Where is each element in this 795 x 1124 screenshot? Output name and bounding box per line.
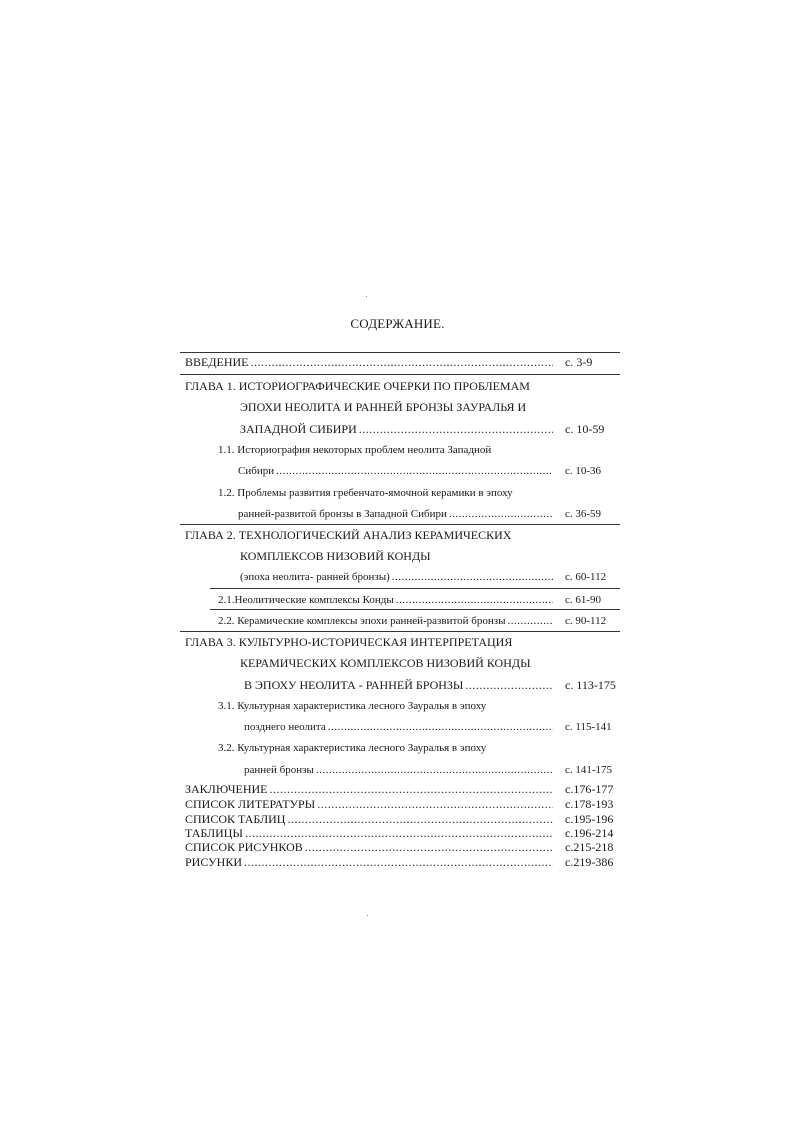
toc-page-number: с.195-196 [565, 812, 614, 826]
toc-section-1-1-line-1: 1.1. Историография некоторых проблем неолита Западной [218, 444, 492, 456]
toc-entry-references [185, 797, 615, 812]
toc-page-number: с. 115-141 [565, 721, 612, 733]
toc-entry-text: ТАБЛИЦЫ [185, 826, 243, 840]
toc-entry-list-of-tables [185, 812, 615, 827]
toc-entry-tables [185, 826, 615, 841]
leader-dots [276, 463, 553, 479]
toc-entry-text: 2.1.Неолитические комплексы Конды [218, 594, 394, 606]
toc-entry-chapter-2 [240, 569, 615, 585]
leader-dots [359, 421, 553, 437]
toc-page-number: с. 3-9 [565, 355, 593, 369]
toc-entry-section-2-2 [218, 613, 615, 629]
toc-page-number: с. 36-59 [565, 508, 602, 520]
leader-dots [305, 840, 553, 855]
leader-dots [245, 826, 553, 841]
leader-dots [251, 354, 553, 370]
toc-entry-text: СПИСОК ЛИТЕРАТУРЫ [185, 797, 316, 811]
toc-entry-section-3-1 [244, 719, 615, 735]
toc-page-number: с.219-386 [565, 855, 614, 869]
leader-dots [287, 812, 553, 827]
leader-dots [316, 762, 553, 778]
leader-dots [508, 613, 554, 629]
toc-entry-text: 2.2. Керамические комплексы эпохи ранней-развитой бронзы [218, 615, 506, 627]
toc-entry-text: РИСУНКИ [185, 855, 243, 869]
toc-page-number: с. 141-175 [565, 764, 613, 776]
toc-entry-section-2-1 [218, 592, 615, 608]
toc-entry-text: В ЭПОХУ НЕОЛИТА - РАННЕЙ БРОНЗЫ [244, 678, 464, 692]
toc-section-3-1-line-1: 3.1. Культурная характеристика лесного Зауралья в эпоху [218, 700, 487, 712]
toc-page-number: с. 61-90 [565, 594, 602, 606]
toc-chapter-3-line-2: КЕРАМИЧЕСКИХ КОМПЛЕКСОВ НИЗОВИЙ КОНДЫ [240, 656, 531, 670]
toc-entry-text: СПИСОК ТАБЛИЦ [185, 812, 286, 826]
toc-entry-text: ранней-развитой бронзы в Западной Сибири [238, 508, 447, 520]
rule-chapter-2 [180, 524, 620, 525]
toc-entry-conclusion [185, 782, 615, 797]
toc-entry-chapter-1 [240, 421, 615, 437]
leader-dots [244, 855, 553, 870]
toc-entry-chapter-3 [244, 677, 615, 693]
toc-page-number: с.215-218 [565, 840, 614, 854]
toc-page-number: с. 60-112 [565, 571, 607, 583]
toc-page-number: с. 10-36 [565, 465, 602, 477]
toc-entry-text: СПИСОК РИСУНКОВ [185, 840, 303, 854]
leader-dots [270, 782, 554, 797]
toc-page-number: с. 113-175 [565, 678, 616, 692]
toc-page-number: с. 10-59 [565, 422, 605, 436]
rule-chapter-1 [180, 374, 620, 375]
leader-dots [317, 797, 553, 812]
toc-page-number: с.176-177 [565, 782, 614, 796]
rule-chapter-3 [180, 631, 620, 632]
scan-speck [366, 296, 367, 297]
rule-introduction [180, 352, 620, 353]
toc-entry-text: (эпоха неолита- ранней бронзы) [240, 571, 390, 583]
toc-entry-text: ЗАКЛЮЧЕНИЕ [185, 782, 268, 796]
toc-entry-list-of-figures [185, 840, 615, 855]
toc-entry-text: Сибири [238, 465, 275, 477]
scan-speck [367, 915, 368, 916]
toc-chapter-3-line-1: ГЛАВА 3. КУЛЬТУРНО-ИСТОРИЧЕСКАЯ ИНТЕРПРЕТАЦИЯ [185, 635, 513, 649]
toc-chapter-2-line-1: ГЛАВА 2. ТЕХНОЛОГИЧЕСКИЙ АНАЛИЗ КЕРАМИЧЕСКИХ [185, 528, 512, 542]
leader-dots [328, 719, 553, 735]
toc-entry-figures [185, 855, 615, 870]
toc-page-number: с.178-193 [565, 797, 614, 811]
toc-chapter-1-line-1: ГЛАВА 1. ИСТОРИОГРАФИЧЕСКИЕ ОЧЕРКИ ПО ПРОБЛЕМАМ [185, 379, 530, 393]
toc-entry-section-1-1 [238, 463, 615, 479]
rule-section-2-1 [210, 588, 620, 589]
toc-title: СОДЕРЖАНИЕ. [350, 316, 445, 331]
rule-section-2-2 [210, 609, 620, 610]
leader-dots [465, 677, 553, 693]
toc-entry-text: ЗАПАДНОЙ СИБИРИ [240, 422, 357, 436]
toc-entry-text: ранней бронзы [244, 764, 314, 776]
toc-entry-section-3-2 [244, 762, 615, 778]
toc-entry-text: позднего неолита [244, 721, 326, 733]
toc-page-number: с.196-214 [565, 826, 614, 840]
leader-dots [396, 592, 553, 608]
toc-section-1-2-line-1: 1.2. Проблемы развития гребенчато-ямочной керамики в эпоху [218, 487, 513, 499]
toc-entry-text: ВВЕДЕНИЕ [185, 355, 249, 369]
toc-chapter-1-line-2: ЭПОХИ НЕОЛИТА И РАННЕЙ БРОНЗЫ ЗАУРАЛЬЯ И [240, 400, 527, 414]
toc-page-number: с. 90-112 [565, 615, 607, 627]
toc-entry-introduction [185, 354, 615, 370]
leader-dots [392, 569, 553, 585]
toc-entry-section-1-2 [238, 506, 615, 522]
toc-chapter-2-line-2: КОМПЛЕКСОВ НИЗОВИЙ КОНДЫ [240, 549, 431, 563]
leader-dots [449, 506, 553, 522]
toc-section-3-2-line-1: 3.2. Культурная характеристика лесного Зауралья в эпоху [218, 742, 487, 754]
